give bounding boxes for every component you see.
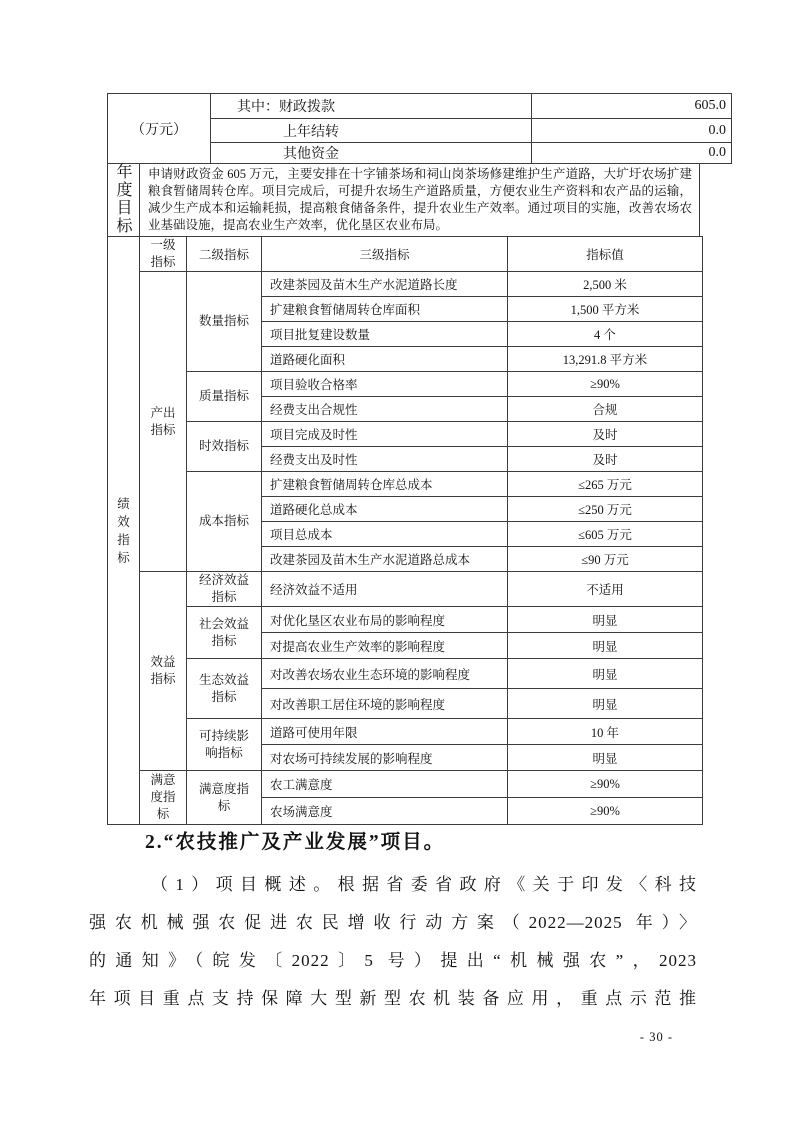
- annual-goal-table: [107, 163, 700, 237]
- level2-economic: 经济效益指标: [187, 572, 262, 607]
- indicator-name: 扩建粮食暂储周转仓库总成本: [262, 472, 508, 497]
- indicator-name: 扩建粮食暂储周转仓库面积: [262, 297, 508, 322]
- funding-table: [107, 93, 732, 164]
- indicator-name: 项目总成本: [262, 522, 508, 547]
- level1-output: 产出指标: [140, 272, 187, 572]
- indicator-name: 项目完成及时性: [262, 422, 508, 447]
- level2-social: 社会效益指标: [187, 607, 262, 659]
- indicator-value: 4 个: [508, 322, 703, 347]
- header-value: 指标值: [508, 237, 703, 272]
- indicator-name: 项目批复建设数量: [262, 322, 508, 347]
- level1-satisfaction: 满意度指标: [140, 771, 187, 825]
- funding-row-value: 0.0: [532, 143, 732, 164]
- indicator-value: ≤605 万元: [508, 522, 703, 547]
- indicator-value: 2,500 米: [508, 272, 703, 297]
- indicator-name: 农工满意度: [262, 771, 508, 798]
- paragraph-line: 强农机械强农促进农民增收行动方案（2022—2025 年）〉: [89, 913, 697, 932]
- section-2: [89, 828, 697, 1018]
- indicator-name: 农场满意度: [262, 798, 508, 825]
- indicator-value: ≤90 万元: [508, 547, 703, 572]
- level2-timeliness: 时效指标: [187, 422, 262, 472]
- level1-benefit: 效益指标: [140, 572, 187, 771]
- indicator-value: 10 年: [508, 719, 703, 745]
- indicator-value: 及时: [508, 422, 703, 447]
- indicator-name: 项目验收合格率: [262, 372, 508, 397]
- level2-sustainability: 可持续影响指标: [187, 719, 262, 771]
- indicator-name: 经费支出合规性: [262, 397, 508, 422]
- level2-quantity: 数量指标: [187, 272, 262, 372]
- paragraph-line: 的通知》（皖发〔2022〕5 号）提出“机械强农”，2023: [89, 951, 697, 970]
- performance-side-label-cell: [108, 237, 140, 825]
- indicator-value: 明显: [508, 659, 703, 689]
- annual-goal-text: 申请财政资金 605 万元，主要安排在十字铺茶场和祠山岗茶场修建维护生产道路，大圹圩农场扩建粮食暂储周转仓库。项目完成后，可提升农场生产道路质量，方便农业生产资料和农产品的运输，减少生产成本和运输耗损，提高粮食储备条件，提升农业生产效率。通过项目的实施，改善农场农业基础设施，提高农业生产效率，优化垦区农业布局。: [148, 167, 692, 232]
- indicator-value: 明显: [508, 689, 703, 719]
- indicator-name: 道路可使用年限: [262, 719, 508, 745]
- indicator-value: ≥90%: [508, 771, 703, 798]
- funding-row-value: 0.0: [532, 119, 732, 143]
- indicator-value: ≤265 万元: [508, 472, 703, 497]
- indicator-value: 合规: [508, 397, 703, 422]
- indicator-value: 1,500 平方米: [508, 297, 703, 322]
- header-level2: 二级指标: [187, 237, 262, 272]
- indicator-value: 明显: [508, 607, 703, 633]
- indicator-value: 不适用: [508, 572, 703, 607]
- page-number: - 30 -: [639, 1030, 673, 1044]
- funding-row-label: 其中：财政拨款: [211, 94, 532, 119]
- funding-unit-cell: （万元）: [108, 94, 211, 164]
- indicator-value: ≥90%: [508, 372, 703, 397]
- indicator-name: 对优化垦区农业布局的影响程度: [262, 607, 508, 633]
- section-heading: 2.“农技推广及产业发展”项目。: [145, 832, 446, 853]
- funding-row-label: 其他资金: [211, 143, 532, 164]
- annual-goal-label-cell: [108, 164, 140, 237]
- performance-side-label: 绩效指标: [117, 496, 130, 565]
- indicator-value: 明显: [508, 633, 703, 659]
- header-level1: 一级指标: [140, 237, 187, 272]
- budget-performance-tables: [107, 93, 732, 825]
- funding-row-value: 605.0: [532, 94, 732, 119]
- indicator-name: 道路硬化面积: [262, 347, 508, 372]
- level2-satisfaction: 满意度指标: [187, 771, 262, 825]
- indicator-name: 经济效益不适用: [262, 572, 508, 607]
- indicator-value: ≥90%: [508, 798, 703, 825]
- indicator-name: 改建茶园及苗木生产水泥道路总成本: [262, 547, 508, 572]
- indicator-name: 改建茶园及苗木生产水泥道路长度: [262, 272, 508, 297]
- indicator-name: 对农场可持续发展的影响程度: [262, 745, 508, 771]
- indicator-name: 道路硬化总成本: [262, 497, 508, 522]
- level2-ecological: 生态效益指标: [187, 659, 262, 719]
- indicator-value: ≤250 万元: [508, 497, 703, 522]
- indicator-name: 对提高农业生产效率的影响程度: [262, 633, 508, 659]
- indicator-value: 明显: [508, 745, 703, 771]
- performance-table: [107, 236, 703, 825]
- paragraph-line: 年项目重点支持保障大型新型农机装备应用，重点示范推: [89, 989, 697, 1008]
- header-level3: 三级指标: [262, 237, 508, 272]
- annual-goal-text-cell: [140, 164, 700, 237]
- paragraph-line: （1）项目概述。根据省委省政府《关于印发〈科技: [151, 875, 697, 894]
- level2-quality: 质量指标: [187, 372, 262, 422]
- level2-cost: 成本指标: [187, 472, 262, 572]
- funding-row-label: 上年结转: [211, 119, 532, 143]
- annual-goal-label: 年度目标: [116, 164, 133, 235]
- indicator-value: 及时: [508, 447, 703, 472]
- indicator-name: 对改善职工居住环境的影响程度: [262, 689, 508, 719]
- indicator-name: 对改善农场农业生态环境的影响程度: [262, 659, 508, 689]
- indicator-name: 经费支出及时性: [262, 447, 508, 472]
- indicator-value: 13,291.8 平方米: [508, 347, 703, 372]
